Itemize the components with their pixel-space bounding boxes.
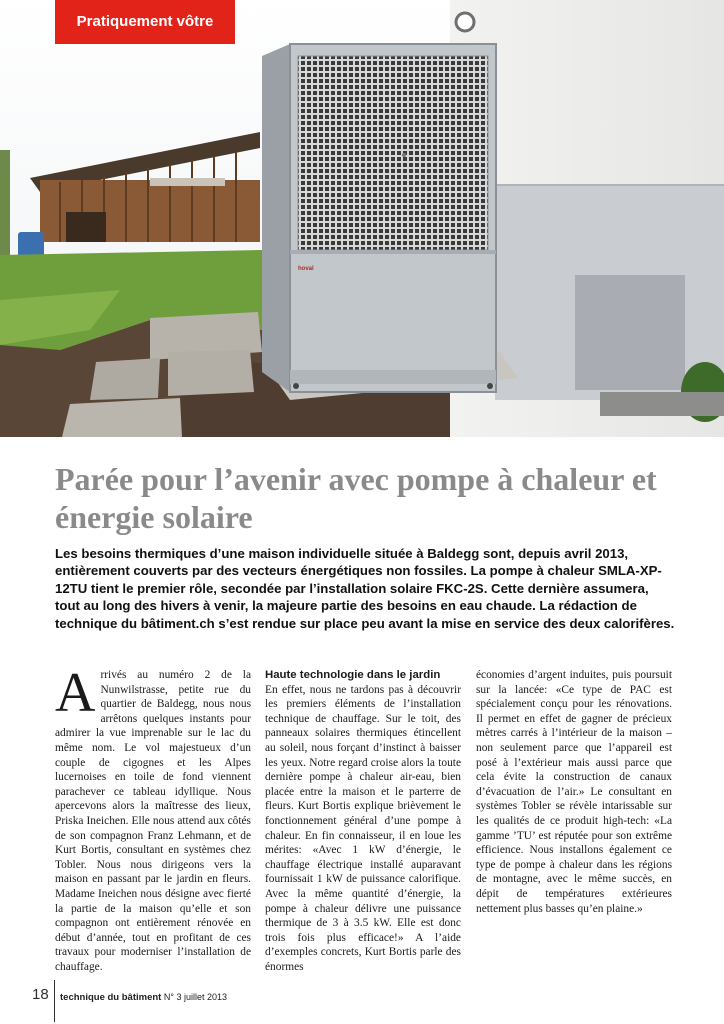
column-2-text: En effet, nous ne tardons pas à découvrir les premiers éléments de l’installation technique de chauffage. Sur le toit, des panneaux solaires thermiques étincellent au soleil, nous forçant d’instinct à baisser les yeux. Notre regard croise alors la toute dernière pompe à chaleur air-eau, bien placée entre la maison et le parterre de fleurs. Kurt Bortis explique brièvement le fonctionnement général d’une pompe à chaleur. En fin connaisseur, il en loue les mérites: «Avec 1 kW d’énergie, le chauffage électrique installé auparavant fournissait 1 kW de puissance calorifique. Avec la même quantité d’énergie, la pompe à chaleur délivre une puissance thermique de 3 à 3.5 kW. Elle est donc trois fois plus efficace!» A l’aide d’exemples concrets, Kurt Bortis parle des énormes (265, 683, 461, 973)
article-headline: Parée pour l’avenir avec pompe à chaleur et énergie solaire (55, 461, 657, 535)
footer-divider (54, 980, 55, 1022)
section-rubric: Pratiquement vôtre (55, 0, 235, 44)
page-number: 18 (32, 986, 49, 1003)
hero-photo (0, 0, 724, 437)
column-3-text: économies d’argent induites, puis poursuit sur la lancée: «Ce type de PAC est spécialement conçu pour les rénovations. Il permet en effet de gagner de précieux mètres carrés à l’intérieur de la maison – non seulement parce que l’appareil est posé à l’extérieur mais aussi parce que cela évite la construction de canaux d’évacuation de l’air.» Le consultant en systèmes Tobler se révèle intarissable sur les qualités de ce produit high-tech: «La gamme ’TU’ est réputée pour son extrême efficience. Nous installons également ce type de pompe à chaleur dans les régions de montagne, avec le même succès, en dépit de températures extérieures nettement plus basses qu’en plaine.» (476, 669, 672, 915)
page-footer (32, 980, 432, 1020)
issue-info: N° 3 juillet 2013 (163, 992, 227, 1002)
section-subhead: Haute technologie dans le jardin (265, 669, 441, 681)
article-lede: Les besoins thermiques d’une maison individuelle située à Baldegg sont, depuis avril 2013, entièrement couverts par des vecteurs énergétiques non fossiles. La pompe à chaleur SMLA-XP-12TU tient le premier rôle, secondée par l’installation solaire FKC-2S. Cette dernière assumera, tout au long des hivers à venir, la majeure partie des besoins en eau chaude. La rédaction de technique du bâtiment.ch s’est rendue sur place peu avant la mise en service des deux calorifères. (55, 546, 675, 631)
heat-pump-brand-label: hoval (298, 266, 314, 272)
footer-publication (60, 992, 227, 1003)
heat-pump-photo-illustration (0, 0, 724, 437)
drop-cap: A (55, 662, 96, 724)
article-column-3 (476, 668, 672, 916)
article-column-1 (55, 662, 251, 974)
magazine-name: technique du bâtiment (60, 992, 162, 1003)
column-1-text: rrivés au numéro 2 de la Nunwilstrasse, petite rue du quartier de Baldegg, nous nous arrêtons quelques instants pour admirer la vue imprenable sur le lac du même nom. Le vol majestueux d’un couple de cigognes et les Alpes lucernoises en toile de fond viennent parachever ce tableau idyllique. Nous apercevons alors la maîtresse des lieux, Priska Ineichen. Elle nous attend aux côtés de son compagnon Franz Lehmann, et de Kurt Bortis, consultant en systèmes chez Tobler. Nous nous dirigeons vers la maison en passant par le jardin en fleurs. Madame Ineichen nous désigne avec fierté la partie de la maison qu’elle et son compagnon ont entièrement rénovée en début d’année, tout en profitant de ces travaux pour moderniser l’installation de chauffage. (55, 669, 251, 973)
article-column-2 (265, 668, 461, 974)
